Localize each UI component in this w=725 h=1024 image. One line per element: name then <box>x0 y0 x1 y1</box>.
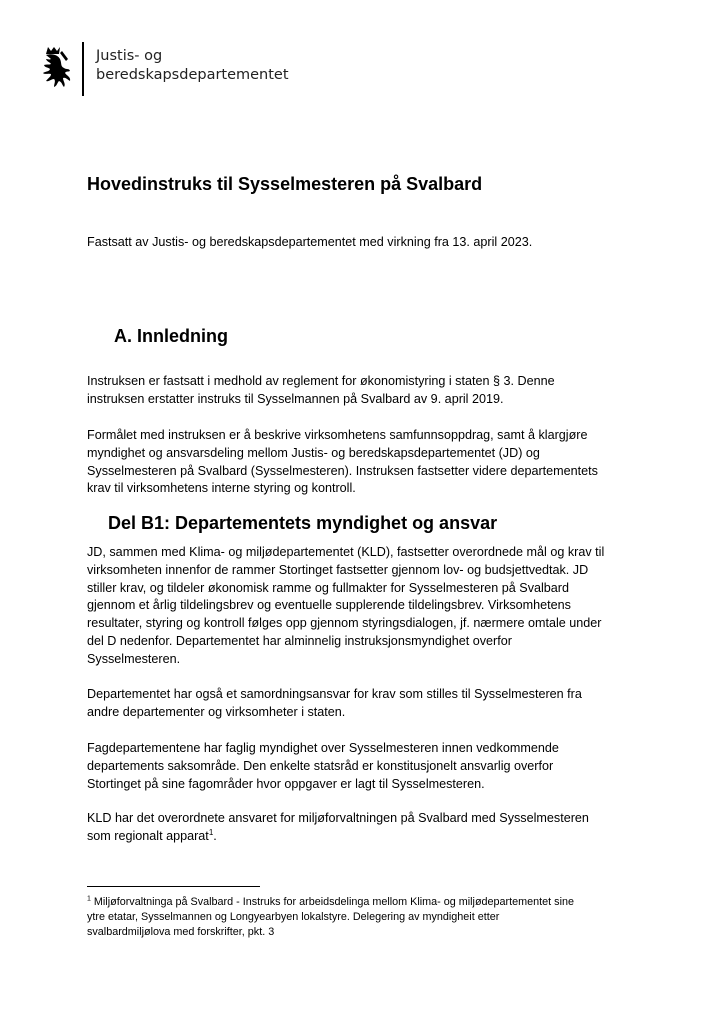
paragraph-line: del D nedenfor. Departementet har alminnelig instruksjonsmyndighet overfor <box>87 633 512 648</box>
paragraph-line: myndighet og ansvarsdeling mellom Justis- og beredskapsdepartementet (JD) og <box>87 445 540 460</box>
subtitle-text: Fastsatt av Justis- og beredskapsdepartementet med virkning fra 13. april 2023. <box>87 235 533 249</box>
paragraph-line: KLD har det overordnete ansvaret for miljøforvaltningen på Svalbard med Sysselmesteren <box>87 811 589 825</box>
section-a-paragraph-1 <box>87 373 647 409</box>
footnote-reference[interactable]: 1 <box>208 827 214 837</box>
section-b1-paragraph-1 <box>87 544 647 669</box>
paragraph-line: Formålet med instruksen er å beskrive virksomhetens samfunnsoppdrag, samt å klargjøre <box>87 428 588 442</box>
paragraph-line: virksomheten innenfor de rammer Stortinget fastsetter gjennom lov- og budsjettvedtak. JD <box>87 562 589 577</box>
section-a-heading: A. Innledning <box>114 326 228 346</box>
paragraph-line: JD, sammen med Klima- og miljødepartementet (KLD), fastsetter overordnede mål og krav til <box>87 545 605 559</box>
paragraph-line: andre departementer og virksomheter i staten. <box>87 704 346 719</box>
footnote-text: Miljøforvaltninga på Svalbard - Instruks for arbeidsdelinga mellom Klima- og miljødepartementet sine <box>90 896 574 908</box>
paragraph-line: Sysselmesteren på Svalbard (Sysselmesteren). Instruksen fastsetter videre departementets <box>87 463 598 478</box>
paragraph-line: Instruksen er fastsatt i medhold av reglement for økonomistyring i staten § 3. Denne <box>87 374 555 388</box>
paragraph-text-end: . <box>213 828 217 843</box>
footnote-line: svalbardmiljølova med forskrifter, pkt. 3 <box>87 926 275 938</box>
paragraph-line: departements saksområde. Den enkelte statsråd er konstitusjonelt ansvarlig overfor <box>87 758 554 773</box>
paragraph-line: instruksen erstatter instruks til Sysselmannen på Svalbard av 9. april 2019. <box>87 391 504 406</box>
paragraph-line: Stortinget på sine fagområder hvor oppgaver er lagt til Sysselmesteren. <box>87 776 485 791</box>
section-b1-paragraph-3 <box>87 740 647 793</box>
paragraph-line <box>87 828 647 846</box>
coat-of-arms-lion-icon <box>36 45 72 89</box>
footnote-line: ytre etatar, Sysselmannen og Longyearbyen lokalstyre. Delegering av myndigheit etter <box>87 911 500 923</box>
section-b1-paragraph-2 <box>87 686 647 722</box>
section-b1-paragraph-4 <box>87 810 647 846</box>
section-a-paragraph-2 <box>87 427 647 498</box>
paragraph-line: Sysselmesteren. <box>87 651 181 666</box>
paragraph-text: som regionalt apparat <box>87 828 209 843</box>
ministry-logo-text <box>96 47 289 85</box>
document-title: Hovedinstruks til Sysselmesteren på Svalbard <box>87 174 483 194</box>
ministry-name-line1: Justis- og <box>96 48 163 64</box>
document-subtitle <box>87 234 647 252</box>
paragraph-line: resultater, styring og kontroll følges opp gjennom styringsdialogen, jf. nærmere omtale under <box>87 616 602 631</box>
paragraph-line: gjennom et årlig tildelingsbrev og eventuelle supplerende tildelingsbrev. Virksomhetens <box>87 598 571 613</box>
logo-divider <box>82 42 84 96</box>
footnote <box>87 895 647 940</box>
paragraph-line: stiller krav, og tildeler økonomisk ramme og fullmakter for Sysselmesteren på Svalbard <box>87 580 569 595</box>
section-b1-heading: Del B1: Departementets myndighet og ansvar <box>108 513 498 533</box>
paragraph-line: Fagdepartementene har faglig myndighet over Sysselmesteren innen vedkommende <box>87 741 559 755</box>
paragraph-line: krav til virksomhetens interne styring og kontroll. <box>87 481 356 496</box>
footnote-line <box>87 895 647 910</box>
footnote-number: 1 <box>87 895 91 903</box>
footnote-separator <box>87 886 260 887</box>
ministry-name-line2: beredskapsdepartementet <box>96 67 289 83</box>
paragraph-line: Departementet har også et samordningsansvar for krav som stilles til Sysselmesteren fra <box>87 687 582 701</box>
